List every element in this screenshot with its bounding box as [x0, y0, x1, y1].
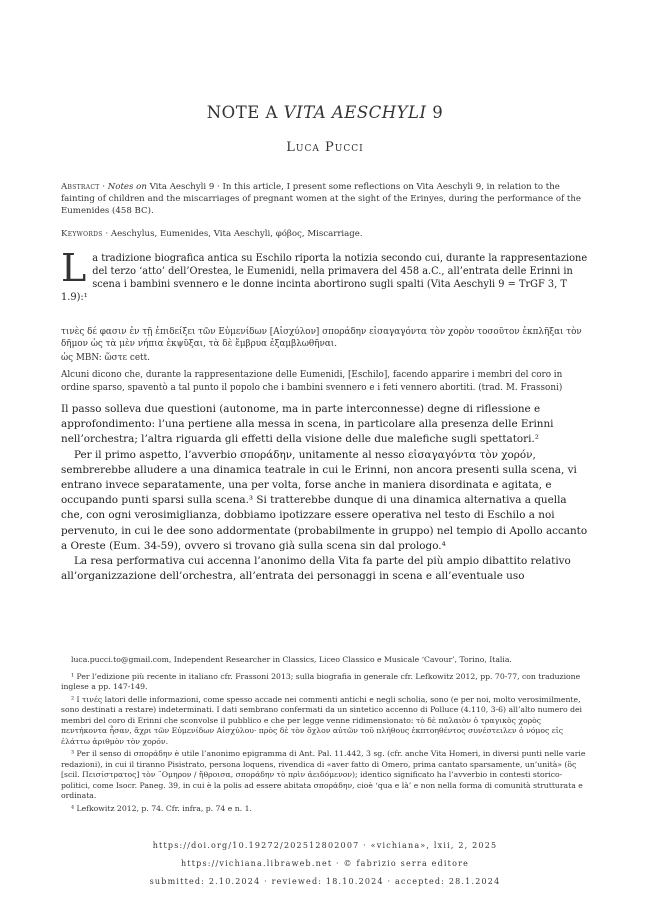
footnotes [61, 655, 589, 816]
submission-dates: submitted: 2.10.2024 · reviewed: 18.10.2024 · accepted: 28.1.2024 [149, 877, 501, 886]
drop-cap: L [61, 246, 87, 290]
title-suffix: 9 [426, 103, 444, 122]
body-paragraph: La resa performativa cui accenna l’anonimo della Vita fa parte del più ampio dibattito relativo all’organizzazione dell’orchestra, all’entrata dei personaggi in scena e all’eventuale uso [61, 555, 571, 583]
title-italic: VITA AESCHYLI [283, 103, 427, 122]
footnote: ⁴ Lefkowitz 2012, p. 74. Cfr. infra, p. 74 e n. 1. [71, 803, 252, 813]
abstract: Abstract · Notes on Vita Aeschyli 9 · In this article, I present some reflections on Vita Aeschyli 9, in relation to the fainting of children and the miscarriages of pregnant women at the sight of the Erinyes, during the performance of the Eumenides (458 BC). [61, 182, 581, 216]
greek-quotation: τινὲς δέ φασιν ἐν τῇ ἐπιδείξει τῶν Εὐμενίδων [Αἰσχύλον] σποράδην εἰσαγαγόντα τὸν χορὸν τοσοῦτον ἐκπλῆξαι τὸν δῆμον ὡς τὰ μὲν νήπια ἐκψῦξαι, τὰ δὲ ἔμβρυα ἐξαμβλωθῆναι. [61, 327, 582, 349]
article-title [61, 103, 589, 122]
footnote: ¹ Per l’edizione più recente in italiano cfr. Frassoni 2013; sulla biografia in generale cfr. Lefkowitz 2012, pp. 70-77, con traduzione inglese a pp. 147-149. [61, 671, 581, 691]
body-paragraph: Per il primo aspetto, l’avverbio σποράδην, unitamente al nesso εἰσαγαγόντα τὸν χορόν, sembrerebbe alludere a una dinamica teatrale in cui le Erinni, non ancora presenti sulla scena, vi entrano invece separatamente, una per volta, forse anche in maniera disordinata e agitata, e occupando punti sparsi sulla scena.³ Si tratterebbe dunque di una dinamica alternativa a quella che, con ogni verosimiglianza, dobbiamo ipotizzare essere operativa nel testo di Eschilo a noi pervenuto, in cui le dee sono addormentate (probabilmente in gruppo) nel tempio di Apollo accanto a Oreste (Eum. 34-59), ovvero si trovano già sulla scena sin dal prologo.⁴ [61, 448, 588, 552]
title-prefix: NOTE A [206, 103, 284, 122]
body-text [61, 402, 589, 584]
keywords-label: Keywords [61, 229, 103, 239]
article-author: Luca Pucci [286, 140, 364, 155]
author-affiliation: luca.pucci.to@gmail.com, Independent Researcher in Classics, Liceo Classico e Musicale ‘Cavour’, Torino, Italia. [71, 655, 512, 664]
abstract-label: Abstract [61, 182, 100, 192]
translation: Alcuni dicono che, durante la rappresentazione delle Eumenidi, [Eschilo], facendo apparire i membri del coro in ordine sparso, spaventò a tal punto il popolo che i bambini svennero e i feti vennero abortiti. (trad. M. Frassoni) [61, 370, 563, 393]
intro-paragraph [61, 246, 589, 304]
doi-line: https://doi.org/10.19272/202512802007 · «vichiana», lxii, 2, 2025 [152, 841, 498, 850]
keywords [61, 228, 589, 240]
abstract-text: Vita Aeschyli 9 · In this article, I present some reflections on Vita Aeschyli 9, in relation to the fainting of children and the miscarriages of pregnant women at the sight of the Erinyes, during the performance of the Eumenides (458 BC). [61, 182, 581, 216]
abstract-heading: Notes on [107, 182, 147, 192]
footnote: ² I τινές latori delle informazioni, come spesso accade nei commenti antichi e negli scholia, sono (e per noi, molto verosimilmente, sono destinati a restare) indeterminati. I dati sembrano confermati da un sintetico accenno di Polluce (4.110, 3-6) all’alto numero dei membri del coro di Erinni che sconvolse il pubblico e che per legge venne ridimensionato: τὸ δὲ παλαιὸν ὁ τραγικὸς χορὸς πεντήκοντα ἦσαν, ἄχρι τῶν Εὐμενίδων Αἰσχύλου· πρὸς δὲ τὸν ὄχλον αὐτῶν τοῦ πλήθους ἐκπτοηθέντος συνέστειλεν ὁ νόμος εἰς ἐλάττω ἀριθμὸν τὸν χορόν. [61, 694, 583, 746]
intro-text: a tradizione biografica antica su Eschilo riporta la notizia secondo cui, durante la rappresentazione del terzo ‘atto’ dell’Orestea, le Eumenidi, nella primavera del 458 a.C., all’entrata delle Erinni in scena i bambini svennero e le donne incinta abortirono sugli spalti (Vita Aeschyli 9 = TrGF 3, T 1.9):¹ [61, 253, 588, 303]
body-paragraph: Il passo solleva due questioni (autonome, ma in parte interconnesse) degne di riflessione e approfondimento: l’una pertiene alla messa in scena, in particolare alla presenza delle Erinni nell’orchestra; l’altra riguarda gli effetti della visione delle due malefiche sugli spettatori.² [61, 403, 554, 446]
apparatus-note: ὡς MBN: ὥστε cett. [61, 353, 150, 363]
keywords-text: · Aeschylus, Eumenides, Vita Aeschyli, φόβος, Miscarriage. [102, 229, 363, 239]
publisher-line: https://vichiana.libraweb.net · © fabrizio serra editore [180, 859, 470, 868]
footnote: ³ Per il senso di σποράδην è utile l’anonimo epigramma di Ant. Pal. 11.442, 3 sg. (cfr. anche Vita Homeri, in diversi punti nelle varie redazioni), in cui il tiranno Pisistrato, persona loquens, rivendica di «aver fatto di Omero, prima cantato sparsamente, un’unità» (ὃς [scil. Πεισίστρατος] τὸν ¨Ομηρον / ἤθροισα, σποράδην τὸ πρὶν ἀειδόμενον); identico significato ha l’avverbio in contesti storico-politici, come Isocr. Paneg. 39, in cui è la polis ad essere abitata σποράδην, cioè ‘qua e là’ e non nella forma di comunità strutturata e ordinata. [61, 749, 586, 800]
